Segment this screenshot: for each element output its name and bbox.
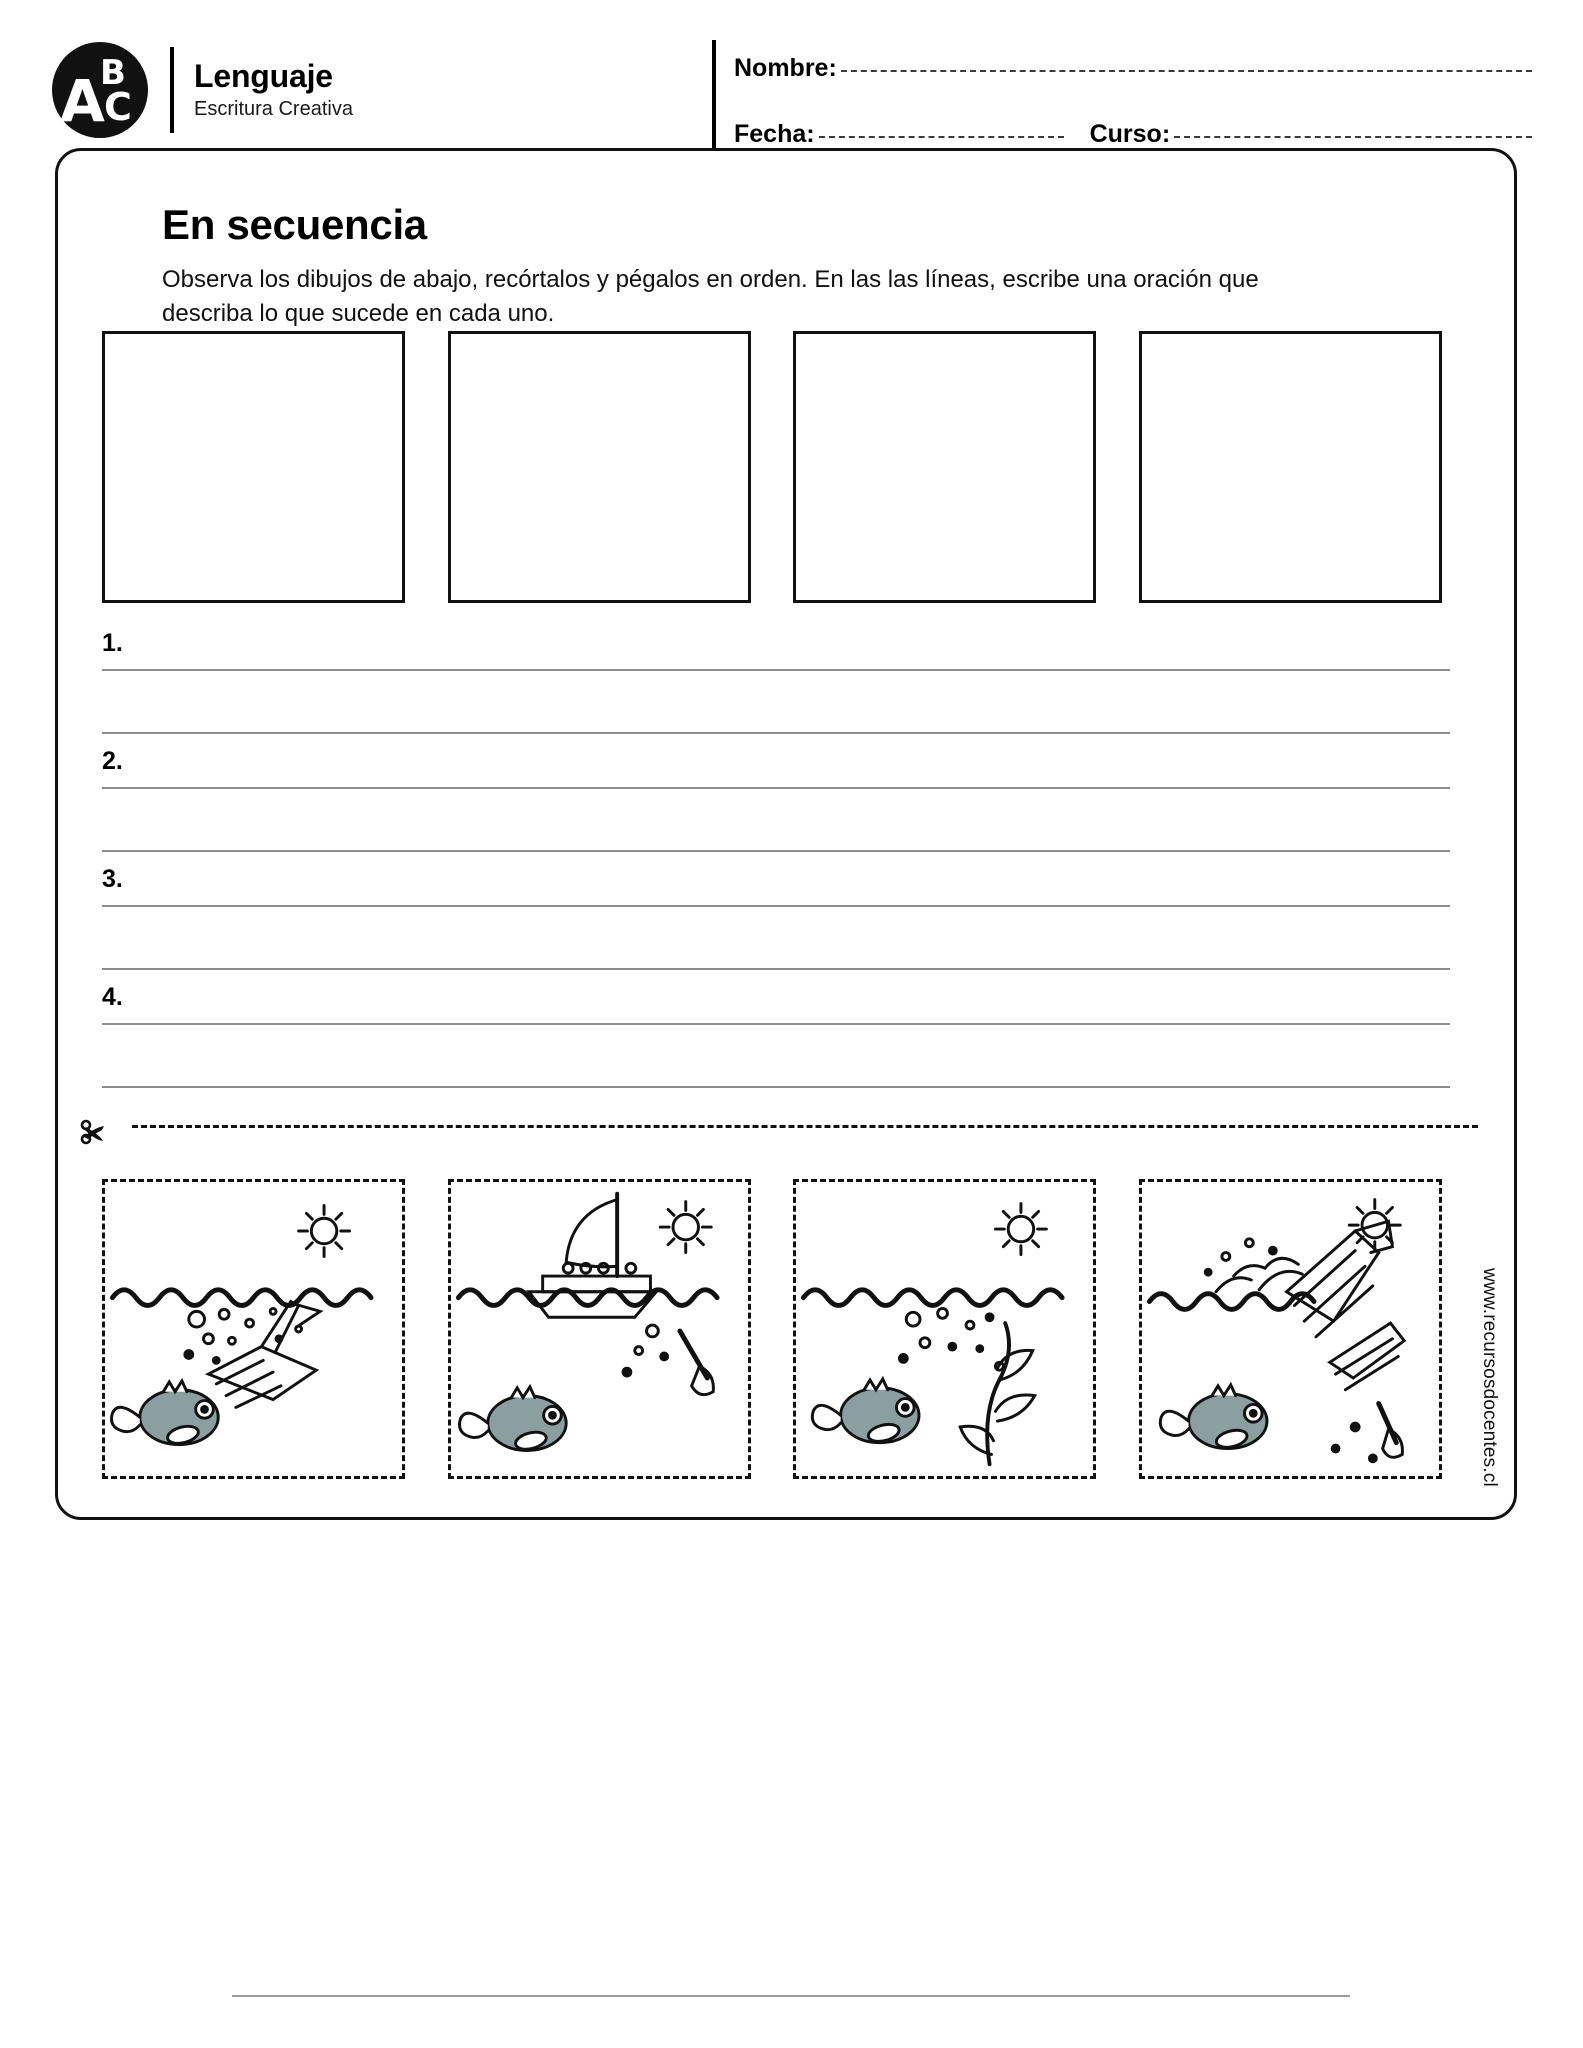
fields-vertical-divider <box>712 40 716 150</box>
subject-title: Lenguaje <box>194 58 333 95</box>
scissors-icon <box>80 1107 124 1147</box>
logo-letter-c: C <box>104 85 132 129</box>
fecha-curso-field-row <box>734 120 1532 149</box>
cutout-panel-row <box>102 1179 1442 1479</box>
fecha-label: Fecha: <box>734 120 815 148</box>
logo-text-block <box>194 59 353 121</box>
sun-icon <box>996 1204 1047 1255</box>
writing-line[interactable] <box>102 905 1450 907</box>
paste-box-1[interactable] <box>102 331 405 603</box>
sun-icon <box>660 1202 711 1253</box>
fecha-input-line[interactable] <box>819 135 1064 138</box>
fish <box>459 1387 566 1452</box>
instructions-text: Observa los dibujos de abajo, recórtalos y pégalos en orden. En las las líneas, escribe una oración que describa lo que sucede en cada uno. <box>162 266 1259 328</box>
panel-1-illustration <box>105 1182 402 1476</box>
panel-4-illustration <box>1142 1182 1439 1476</box>
nombre-field-row <box>734 54 1532 83</box>
bubbles <box>623 1325 668 1376</box>
writing-line[interactable] <box>102 1086 1450 1088</box>
writing-item-3 <box>102 865 1450 983</box>
seaweed <box>960 1323 1034 1464</box>
splash <box>1205 1239 1302 1292</box>
abc-logo-icon <box>52 42 148 138</box>
writing-item-2 <box>102 747 1450 865</box>
cutout-panel-2[interactable] <box>448 1179 751 1479</box>
writing-item-number: 4. <box>102 983 123 1011</box>
writing-line[interactable] <box>102 787 1450 789</box>
panel-2-illustration <box>451 1182 748 1476</box>
writing-item-number: 3. <box>102 865 123 893</box>
sailboat <box>529 1194 656 1317</box>
paste-box-2[interactable] <box>448 331 751 603</box>
water-waves <box>804 1290 1063 1306</box>
fish <box>813 1379 920 1444</box>
student-fields <box>712 40 1532 150</box>
writing-item-number: 1. <box>102 629 123 657</box>
nombre-input-line[interactable] <box>841 69 1532 72</box>
cut-dashed-line <box>132 1125 1478 1128</box>
water-waves <box>1149 1294 1314 1310</box>
fish <box>112 1381 219 1446</box>
writing-item-4 <box>102 983 1450 1101</box>
writing-line[interactable] <box>102 850 1450 852</box>
worksheet-card <box>55 148 1517 1520</box>
bubbles <box>900 1308 1004 1370</box>
logo-letter-b: B <box>100 53 126 93</box>
writing-line[interactable] <box>102 1023 1450 1025</box>
website-url: www.recursosdocentes.cl <box>1479 1268 1500 1487</box>
fish <box>1160 1385 1267 1450</box>
oar <box>680 1331 714 1395</box>
paste-box-row <box>102 331 1442 603</box>
logo-letter-a: A <box>60 67 105 135</box>
brand-logo-block <box>52 42 353 138</box>
logo-divider <box>170 47 174 133</box>
writing-line[interactable] <box>102 968 1450 970</box>
writing-line[interactable] <box>102 669 1450 671</box>
cutout-panel-1[interactable] <box>102 1179 405 1479</box>
page-title: En secuencia <box>162 201 427 248</box>
writing-item-1 <box>102 629 1450 747</box>
cutout-panel-3[interactable] <box>793 1179 1096 1479</box>
bubbles <box>1332 1423 1376 1462</box>
paste-box-4[interactable] <box>1139 331 1442 603</box>
water-waves <box>112 1290 371 1306</box>
curso-input-line[interactable] <box>1174 135 1532 138</box>
panel-3-illustration <box>796 1182 1093 1476</box>
writing-item-number: 2. <box>102 747 123 775</box>
cutout-panel-4[interactable] <box>1139 1179 1442 1479</box>
sinking-boat <box>1287 1221 1405 1390</box>
sunken-boat <box>208 1302 320 1408</box>
curso-label: Curso: <box>1089 120 1171 148</box>
oar <box>1379 1403 1403 1457</box>
subject-subtitle: Escritura Creativa <box>194 97 353 120</box>
footer-divider <box>232 1995 1350 1997</box>
nombre-label: Nombre: <box>734 54 837 82</box>
paste-box-3[interactable] <box>793 331 1096 603</box>
writing-section <box>102 629 1450 1101</box>
sun-icon <box>299 1206 350 1257</box>
cut-line-row <box>80 1113 1480 1153</box>
writing-line[interactable] <box>102 732 1450 734</box>
